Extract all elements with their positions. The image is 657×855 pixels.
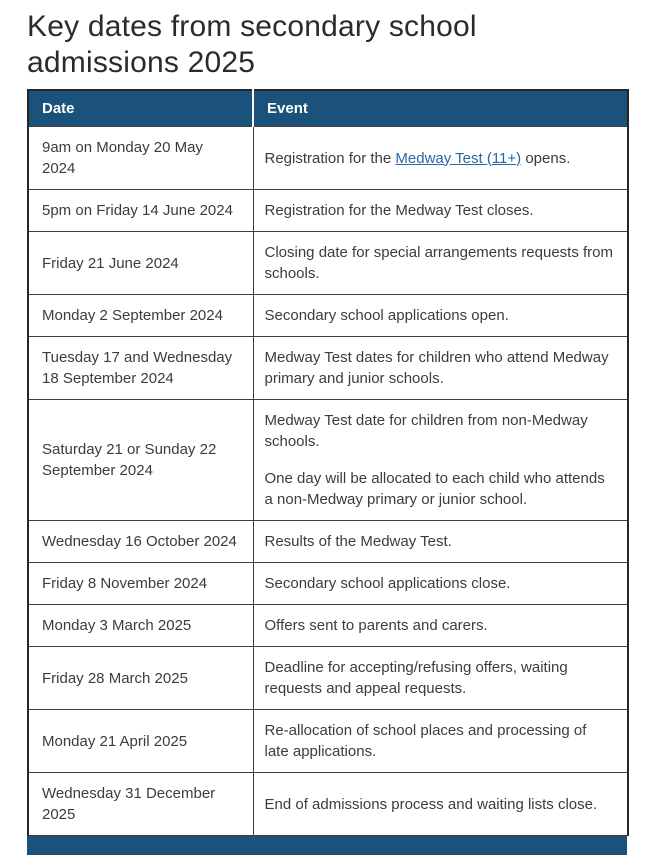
header-row [28, 90, 628, 127]
key-dates-table [27, 89, 629, 836]
table-row [28, 127, 628, 190]
event-paragraph: Secondary school applications close. [264, 575, 511, 592]
date-cell: Monday 21 April 2025 [28, 710, 253, 773]
column-header-event: Event [253, 90, 628, 127]
event-paragraph: Medway Test dates for children who attend Medway primary and junior schools. [264, 349, 609, 387]
date-cell: Friday 21 June 2024 [28, 232, 253, 295]
date-cell: Monday 3 March 2025 [28, 605, 253, 647]
medway-test-link[interactable]: Medway Test (11+) [395, 149, 522, 167]
table-row [28, 400, 628, 521]
event-paragraph: Closing date for special arrangements requests from schools. [264, 244, 614, 282]
event-paragraph: Registration for the Medway Test closes. [264, 202, 534, 219]
event-cell [253, 295, 628, 337]
date-cell: Saturday 21 or Sunday 22 September 2024 [28, 400, 253, 521]
event-paragraph: Registration for the Medway Test (11+) opens. [264, 149, 571, 167]
event-cell [253, 563, 628, 605]
event-cell [253, 710, 628, 773]
event-cell [253, 400, 628, 521]
date-cell: Friday 28 March 2025 [28, 647, 253, 710]
event-paragraph: Deadline for accepting/refusing offers, waiting requests and appeal requests. [264, 659, 568, 697]
date-cell: 5pm on Friday 14 June 2024 [28, 190, 253, 232]
key-dates-table-wrap [27, 89, 627, 855]
event-cell [253, 605, 628, 647]
event-cell [253, 127, 628, 190]
table-row [28, 773, 628, 836]
event-paragraph: Secondary school applications open. [264, 307, 509, 324]
event-paragraph: Offers sent to parents and carers. [264, 617, 488, 634]
event-cell [253, 190, 628, 232]
table-row [28, 710, 628, 773]
date-cell: 9am on Monday 20 May 2024 [28, 127, 253, 190]
table-row [28, 337, 628, 400]
date-cell: Friday 8 November 2024 [28, 563, 253, 605]
table-header [28, 90, 628, 127]
table-row [28, 521, 628, 563]
event-cell [253, 337, 628, 400]
event-paragraph: Re-allocation of school places and processing of late applications. [264, 722, 587, 760]
event-paragraph: Results of the Medway Test. [264, 533, 452, 550]
table-row [28, 295, 628, 337]
table-row [28, 190, 628, 232]
event-paragraph: Medway Test date for children from non-Medway schools. [264, 412, 588, 450]
table-row [28, 647, 628, 710]
table-body [28, 127, 628, 836]
date-cell: Monday 2 September 2024 [28, 295, 253, 337]
event-cell [253, 773, 628, 836]
page-title: Key dates from secondary school admissions 2025 [27, 10, 477, 79]
column-header-date: Date [28, 90, 253, 127]
date-cell: Wednesday 31 December 2025 [28, 773, 253, 836]
event-cell [253, 232, 628, 295]
date-cell: Wednesday 16 October 2024 [28, 521, 253, 563]
event-cell [253, 521, 628, 563]
event-cell [253, 647, 628, 710]
table-accent-bar [27, 836, 627, 855]
event-paragraph: One day will be allocated to each child who attends a non-Medway primary or junior school. [264, 470, 605, 508]
table-row [28, 605, 628, 647]
table-row [28, 563, 628, 605]
date-cell: Tuesday 17 and Wednesday 18 September 2024 [28, 337, 253, 400]
table-row [28, 232, 628, 295]
event-paragraph: End of admissions process and waiting lists close. [264, 795, 598, 813]
